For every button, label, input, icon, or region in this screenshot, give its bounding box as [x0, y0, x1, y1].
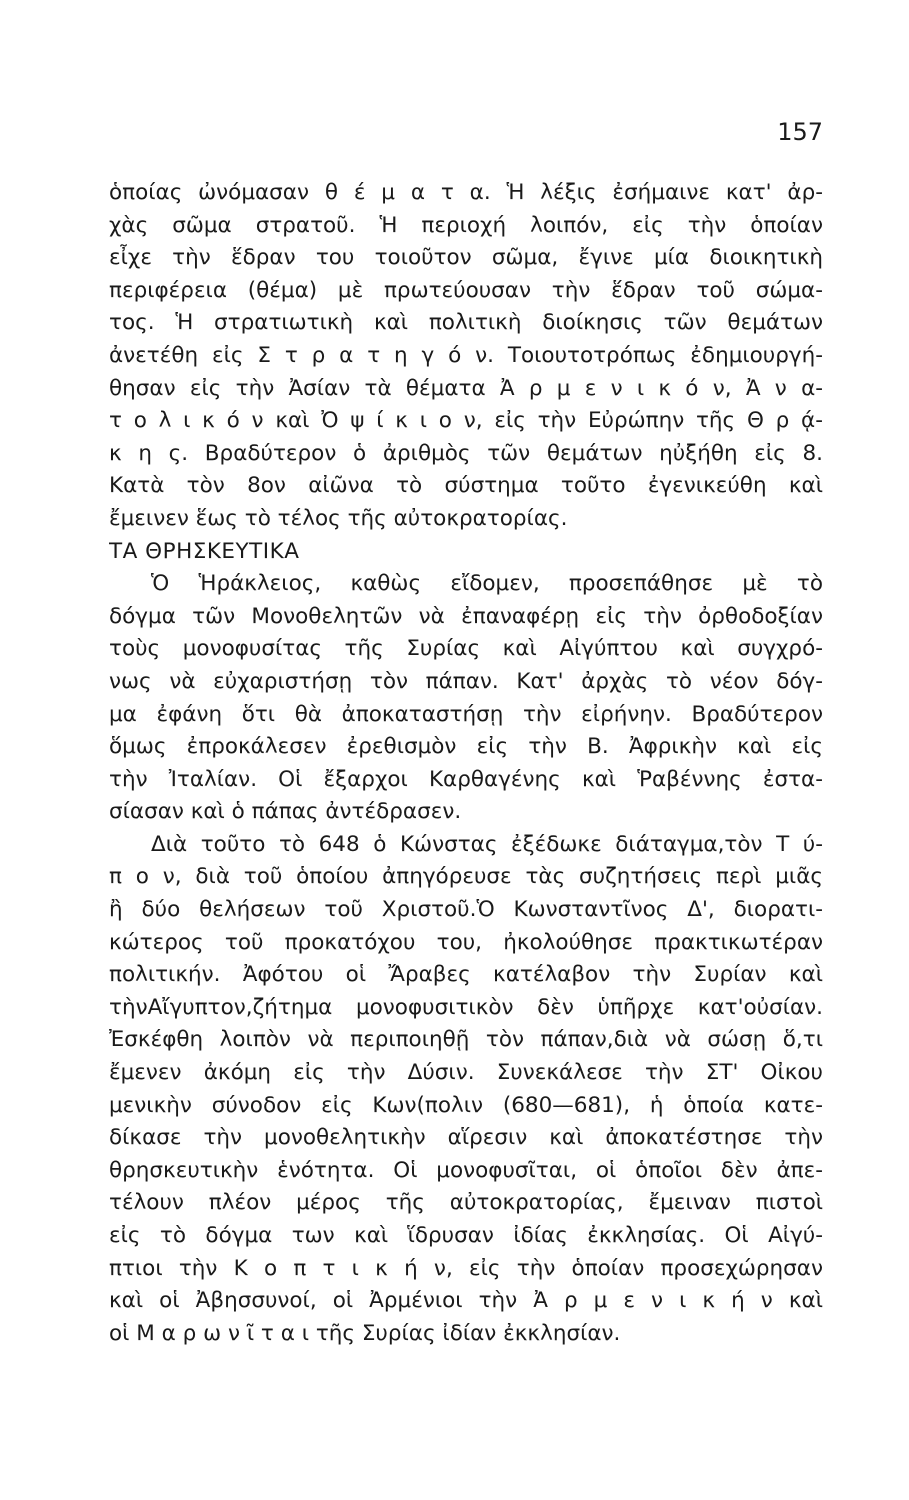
text-line: δίκασε τὴν μονοθελητικὴν αἵρεσιν καὶ ἀποκατέστησε τὴν [109, 1125, 823, 1151]
text-line: τ ο λ ι κ ό ν καὶ Ὀ ψ ί κ ι ο ν, εἰς τὴν Εὐρώπην τῆς Θ ρ ᾴ- [109, 408, 823, 434]
text-line: μα ἐφάνη ὅτι θὰ ἀποκαταστήσῃ τὴν εἰρήνην. Βραδύτερον [109, 701, 823, 727]
text-line: ἢ δύο θελήσεων τοῦ Χριστοῦ.Ὁ Κωνσταντῖνος Δ', διορατι- [109, 897, 823, 923]
text-line: τος. Ἡ στρατιωτικὴ καὶ πολιτικὴ διοίκησις τῶν θεμάτων [109, 310, 823, 336]
text-line: πτιοι τὴν Κ ο π τ ι κ ή ν, εἰς τὴν ὁποίαν προσεχώρησαν [109, 1255, 823, 1281]
text-line: εἶχε τὴν ἕδραν του τοιοῦτον σῶμα, ἔγινε μία διοικητικὴ [109, 245, 823, 271]
text-line: ἀνετέθη εἰς Σ τ ρ α τ η γ ό ν. Τοιουτοτρόπως ἐδημιουργή- [109, 342, 823, 368]
text-line: Κατὰ τὸν 8ον αἰῶνα τὸ σύστημα τοῦτο ἐγενικεύθη καὶ [109, 473, 823, 499]
text-line: κ η ς. Βραδύτερον ὁ ἀριθμὸς τῶν θεμάτων ηὐξήθη εἰς 8. [109, 440, 823, 466]
text-line: σίασαν καὶ ὁ πάπας ἀντέδρασεν. [109, 799, 462, 825]
text-line: εἰς τὸ δόγμα των καὶ ἵδρυσαν ἰδίας ἐκκλησίας. Οἱ Αἰγύ- [109, 1223, 823, 1248]
text-line: δόγμα τῶν Μονοθελητῶν νὰ ἐπαναφέρῃ εἰς τὴν ὀρθοδοξίαν [109, 603, 823, 629]
text-line: καὶ οἱ Ἀβησσυνοί, οἱ Ἀρμένιοι τὴν Ἀ ρ μ ε ν ι κ ή ν καὶ [109, 1288, 823, 1314]
text-line: χὰς σῶμα στρατοῦ. Ἡ περιοχή λοιπόν, εἰς τὴν ὁποίαν [109, 212, 823, 238]
text-line: θησαν εἰς τὴν Ἀσίαν τὰ θέματα Ἀ ρ μ ε ν ι κ ό ν, Ἀ ν α- [109, 375, 823, 401]
text-line: τέλουν πλέον μέρος τῆς αὐτοκρατορίας, ἔμειναν πιστοὶ [109, 1190, 823, 1216]
text-line: τοὺς μονοφυσίτας τῆς Συρίας καὶ Αἰγύπτου καὶ συγχρό- [109, 636, 823, 662]
text-line: μενικὴν σύνοδον εἰς Κων(πολιν (680—681), ἡ ὁποία κατε- [109, 1092, 823, 1118]
text-line: Ὁ Ἡράκλειος, καθὼς εἴδομεν, προσεπάθησε μὲ τὸ [151, 571, 823, 597]
text-line: πολιτικήν. Ἀφότου οἱ Ἄραβες κατέλαβον τὴν Συρίαν καὶ [109, 962, 823, 988]
text-line: ὁποίας ὠνόμασαν θ έ μ α τ α. Ἡ λέξις ἐσήμαινε κατ' ἀρ- [109, 180, 823, 205]
text-line: Διὰ τοῦτο τὸ 648 ὁ Κώνστας ἐξέδωκε διάταγμα,τὸν Τ ύ- [151, 831, 823, 857]
text-line: Ἐσκέφθη λοιπὸν νὰ περιποιηθῇ τὸν πάπαν,διὰ νὰ σώσῃ ὅ,τι [109, 1027, 823, 1053]
text-line: οἱ Μ α ρ ω ν ῖ τ α ι τῆς Συρίας ἰδίαν ἐκκλησίαν. [109, 1320, 621, 1346]
text-line: κώτερος τοῦ προκατόχου του, ἠκολούθησε πρακτικωτέραν [109, 929, 823, 955]
text-line: π ο ν, διὰ τοῦ ὁποίου ἀπηγόρευσε τὰς συζητήσεις περὶ μιᾶς [109, 864, 823, 890]
section-heading: ΤΑ ΘΡΗΣΚΕΥΤΙΚΑ [109, 538, 300, 564]
text-line: νως νὰ εὐχαριστήσῃ τὸν πάπαν. Κατ' ἀρχὰς τὸ νέον δόγ- [109, 668, 823, 694]
text-line: ἔμενεν ἀκόμη εἰς τὴν Δύσιν. Συνεκάλεσε τὴν ΣΤ' Οἰκου [109, 1060, 823, 1086]
text-line: τὴνΑἴγυπτον,ζήτημα μονοφυσιτικὸν δὲν ὑπῆρχε κατ'οὐσίαν. [109, 994, 823, 1020]
text-line: θρησκευτικὴν ἑνότητα. Οἱ μονοφυσῖται, οἱ ὁποῖοι δὲν ἀπε- [109, 1157, 823, 1183]
page-number: 157 [777, 118, 823, 146]
text-line: τὴν Ἰταλίαν. Οἱ ἔξαρχοι Καρθαγένης καὶ Ῥαβέννης ἐστα- [109, 766, 823, 792]
body-text [109, 177, 823, 1350]
text-line: περιφέρεια (θέμα) μὲ πρωτεύουσαν τὴν ἕδραν τοῦ σώμα- [109, 277, 823, 303]
text-line: ἔμεινεν ἕως τὸ τέλος τῆς αὐτοκρατορίας. [109, 505, 568, 531]
text-line: ὅμως ἐπροκάλεσεν ἐρεθισμὸν εἰς τὴν Β. Ἀφρικὴν καὶ εἰς [109, 734, 823, 760]
